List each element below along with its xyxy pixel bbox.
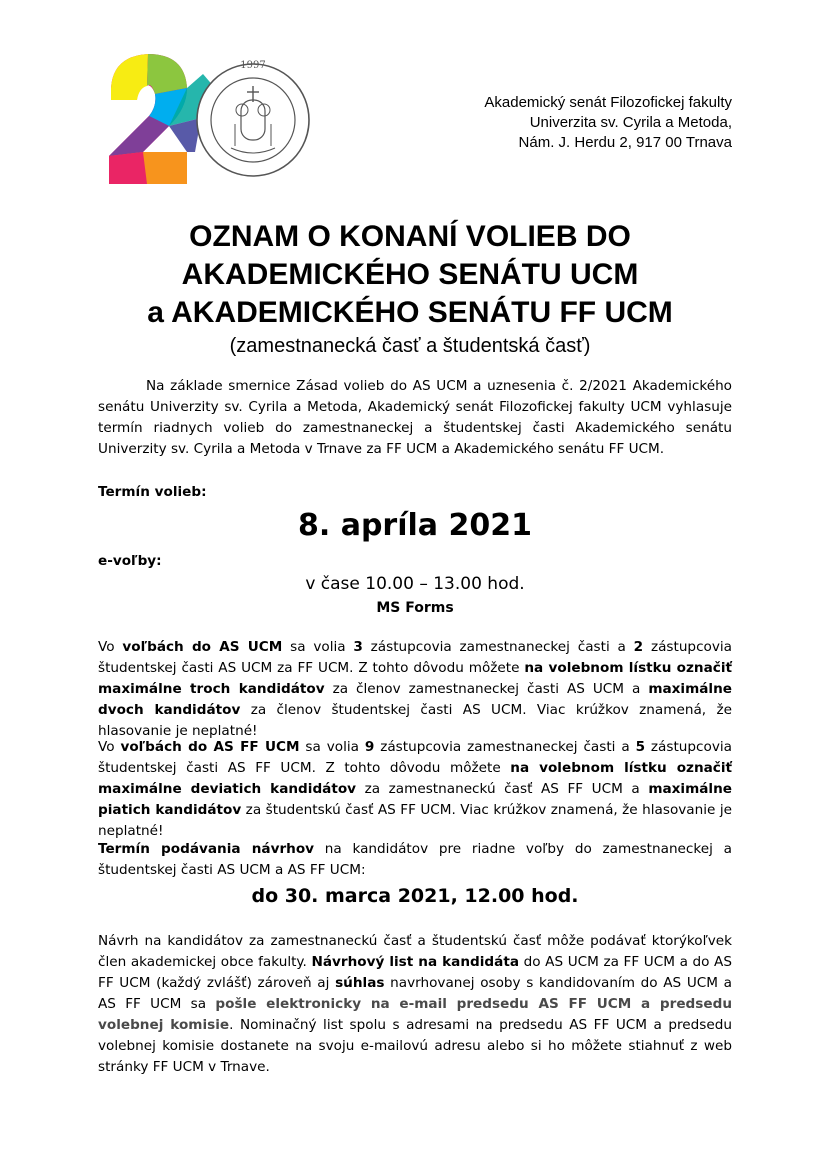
bold-span: voľbách do AS FF UCM: [120, 739, 300, 755]
document-subtitle: (zamestnanecká časť a študentská časť): [229, 335, 591, 357]
text-span: . Nominačný list spolu s adresami na predsedu AS FF UCM a predsedu volebnej komisie dostanete na svoju e-mailovú adresu alebo si ho môžete stiahnuť z web stránky FF UCM v Trnave.: [98, 1017, 732, 1075]
bold-span: 5: [635, 739, 646, 755]
text-span: sa volia: [282, 639, 354, 655]
bold-span: na volebnom lístku označiť maximálne deviatich kandidátov: [98, 760, 733, 797]
bold-span: maximálne piatich kandidátov: [98, 781, 732, 818]
text-span: do AS UCM za FF UCM a do AS FF UCM (každý zvlášť) zároveň aj: [98, 954, 732, 991]
email-instruction: pošle elektronicky na e-mail predsedu AS FF UCM a predsedu volebnej komisie: [98, 996, 732, 1033]
election-date-label: Termín volieb:: [98, 484, 207, 500]
nomination-deadline-paragraph: [98, 839, 732, 881]
voting-platform: MS Forms: [376, 600, 454, 616]
university-seal: [197, 60, 309, 176]
title-line: AKADEMICKÉHO SENÁTU UCM: [181, 258, 639, 291]
text-span: zástupcovia študentskej časti AS FF UCM. Z tohto dôvodu môžete: [98, 739, 732, 776]
text-span: zástupcovia zamestnaneckej časti a: [362, 639, 634, 655]
intro-text: Na základe smernice Zásad volieb do AS UCM a uznesenia č. 2/2021 Akademického senátu Univerzity sv. Cyrila a Metoda, Akademický senát Filozofickej fakulty UCM vyhlasuje termín riadnych volieb do zamestnaneckej a študentskej časti Akademického senátu Univerzity sv. Cyrila a Metoda v Trnave za FF UCM a Akademického senátu FF UCM.: [98, 378, 732, 457]
text-span: Vo: [98, 739, 121, 755]
sender-address: [484, 93, 732, 153]
address-line: Univerzita sv. Cyrila a Metoda,: [529, 114, 732, 131]
text-span: za členov zamestnaneckej časti AS UCM a: [324, 681, 649, 697]
title-line: a AKADEMICKÉHO SENÁTU FF UCM: [147, 296, 673, 329]
text-span: Návrh na kandidátov za zamestnaneckú časť a študentskú časť môže podávať ktorýkoľvek člen akademickej obce fakulty.: [98, 933, 732, 970]
title-line: OZNAM O KONANÍ VOLIEB DO: [189, 220, 631, 253]
bold-span: voľbách do AS UCM: [122, 639, 283, 655]
text-span: navrhovanej osoby s kandidovaním do AS UCM a AS FF UCM sa: [98, 975, 732, 1012]
bold-span: maximálne dvoch kandidátov: [98, 681, 732, 718]
as-ff-ucm-paragraph: [98, 737, 732, 842]
bold-span: na volebnom lístku označiť maximálne troch kandidátov: [98, 660, 732, 697]
document-title: [0, 218, 820, 359]
text-span: za členov študentskej časti AS UCM. Viac krúžkov znamená, že hlasovanie je neplatné!: [98, 702, 732, 739]
address-line: Nám. J. Herdu 2, 917 00 Trnava: [518, 134, 732, 151]
election-time: v čase 10.00 – 13.00 hod.: [305, 574, 525, 594]
text-span: na kandidátov pre riadne voľby do zamestnaneckej a študentskej časti AS UCM a AS FF UCM:: [98, 841, 732, 878]
bold-span: 3: [353, 639, 363, 655]
bold-span: Termín podávania návrhov: [98, 841, 315, 857]
text-span: za zamestnaneckú časť AS FF UCM a: [356, 781, 649, 797]
text-span: Vo: [98, 639, 123, 655]
bold-span: 2: [633, 639, 644, 655]
text-span: sa volia: [299, 739, 365, 755]
bold-span: 9: [364, 739, 375, 755]
election-date: 8. apríla 2021: [298, 508, 532, 543]
text-span: zástupcovia študentskej časti AS UCM za FF UCM. Z tohto dôvodu môžete: [98, 639, 733, 676]
nomination-paragraph: [98, 931, 732, 1078]
seal-year: 1997: [240, 60, 266, 71]
address-line: Akademický senát Filozofickej fakulty: [484, 94, 732, 111]
bold-span: Návrhový list na kandidáta: [311, 954, 519, 970]
e-voting-label: e-voľby:: [98, 553, 162, 569]
university-logo: [103, 48, 313, 188]
bold-span: súhlas: [335, 975, 385, 991]
text-span: zástupcovia zamestnaneckej časti a: [374, 739, 636, 755]
text-span: za študentskú časť AS FF UCM. Viac krúžkov znamená, že hlasovanie je neplatné!: [98, 802, 732, 839]
as-ucm-paragraph: [98, 637, 732, 742]
intro-paragraph: [98, 376, 732, 460]
nomination-deadline: do 30. marca 2021, 12.00 hod.: [251, 885, 579, 907]
